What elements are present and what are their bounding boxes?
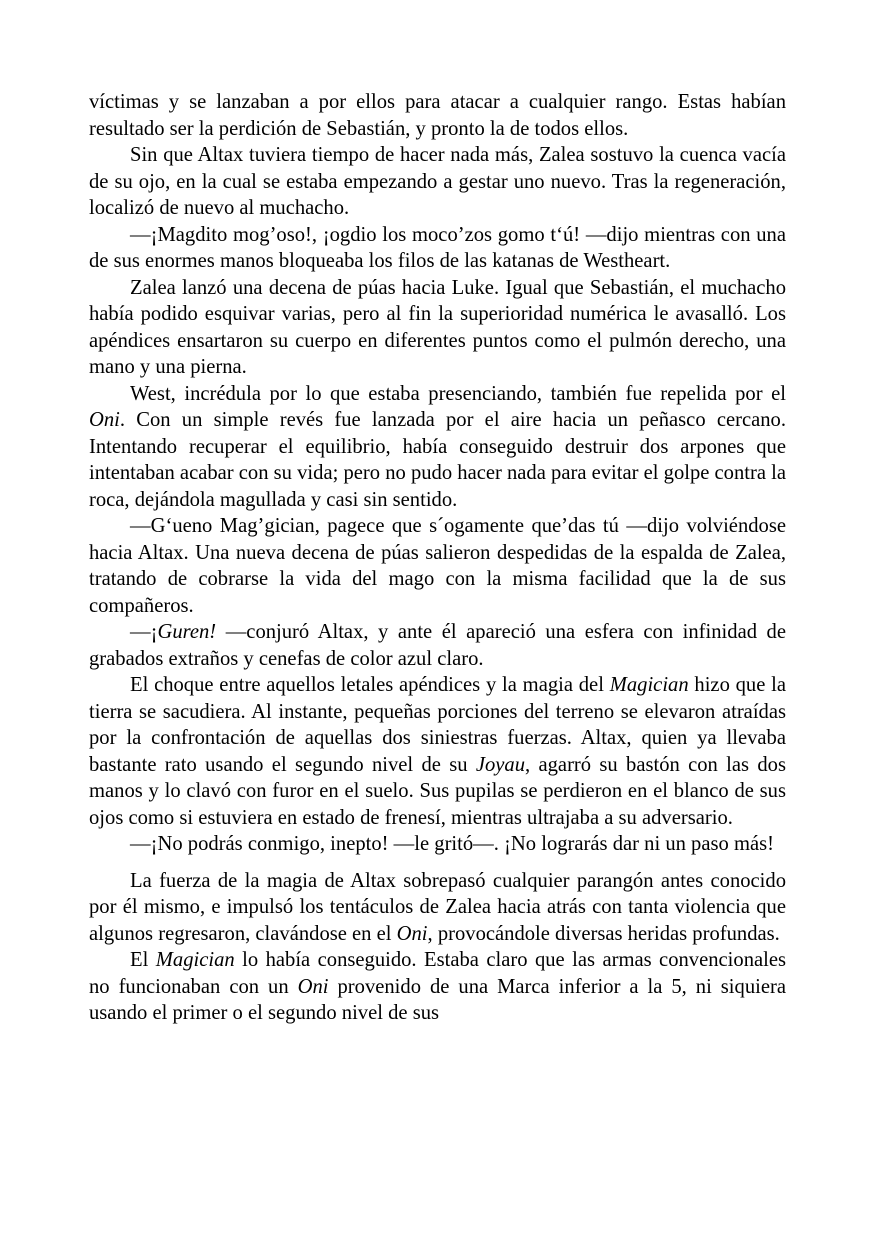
italic-text: Oni — [297, 975, 329, 998]
italic-text: Joyau — [475, 753, 526, 776]
text-run: hizo que la tierra se sacudiera. Al instante, pequeñas porciones del terreno se elevaron atraídas por la confrontación de aquellas dos siniestras fuerzas. Altax, quien ya llevaba bastante rato usando el segundo nivel de su — [89, 674, 787, 776]
italic-text: Oni — [89, 409, 120, 431]
text-run: Sin que Altax tuviera tiempo de hacer nada más, Zalea sostuvo la cuenca vacía de su ojo, en la cual se estaba empezando a gestar uno nuevo. Tras la regeneración, localizó de nuevo al muchacho. — [89, 144, 786, 219]
text-run: —¡ — [130, 621, 158, 643]
text-run: —conjuró Altax, y ante él apareció una esfera con infinidad de grabados extraños y cenefas de color azul claro. — [89, 621, 786, 670]
text-run: West, incrédula por lo que estaba presenciando, también fue repelida por el — [130, 382, 786, 405]
paragraph — [89, 89, 786, 142]
text-run: víctimas y se lanzaban a por ellos para atacar a cualquier rango. Estas habían resultado ser la perdición de Sebastián, y pronto la de todos ellos. — [89, 91, 786, 140]
italic-text: Oni — [396, 922, 428, 945]
paragraph — [89, 619, 786, 672]
paragraph — [89, 947, 786, 1027]
paragraph — [89, 275, 786, 381]
text-run: , agarró su bastón con las dos manos y lo clavó con furor en el suelo. Sus pupilas se perdieron en el blanco de sus ojos como si estuviera en estado de frenesí, mientras ultrajaba a su adversario. — [89, 753, 786, 829]
text-run: El — [130, 949, 156, 971]
text-run: Zalea lanzó una decena de púas hacia Luke. Igual que Sebastián, el muchacho había podido esquivar varias, pero al fin la superioridad numérica le avasalló. Los apéndices ensartaron su cuerpo en diferentes puntos como el pulmón derecho, una mano y una pierna. — [89, 276, 786, 378]
italic-text: Magician — [609, 674, 689, 696]
text-run: —G‘ueno Mag’gician, pagece que s´ogamente que’das tú —dijo volviéndose hacia Altax. Una nueva decena de púas salieron despedidas de la espalda de Zalea, tratando de cobrarse la vida del mago con la misma facilidad que la de sus compañeros. — [89, 515, 786, 617]
text-run: La fuerza de la magia de Altax sobrepasó cualquier parangón antes conocido por él mismo, e impulsó los tentáculos de Zalea hacia atrás con tanta violencia que algunos regresaron, clavándose en el — [89, 869, 786, 945]
text-run: . Con un simple revés fue lanzada por el aire hacia un peñasco cercano. Intentando recuperar el equilibrio, había conseguido destruir dos arpones que intentaban acabar con su vida; pero no pudo hacer nada para evitar el golpe contra la roca, dejándola magullada y casi sin sentido. — [89, 409, 787, 511]
paragraph — [89, 831, 786, 858]
text-run: —¡No podrás conmigo, inepto! —le gritó—. ¡No lograrás dar ni un paso más! — [130, 833, 774, 855]
body-text — [89, 89, 786, 1027]
paragraph — [89, 222, 786, 275]
paragraph — [89, 672, 786, 831]
paragraph — [89, 868, 786, 948]
italic-text: Magician — [155, 949, 235, 971]
paragraph — [89, 513, 786, 619]
paragraph — [89, 381, 786, 514]
text-run: , provocándole diversas heridas profundas. — [427, 922, 780, 945]
text-run: —¡Magdito mog’oso!, ¡ogdio los moco’zos gomo t‘ú! —dijo mientras con una de sus enormes manos bloqueaba los filos de las katanas de Westheart. — [89, 223, 786, 272]
text-run: lo había conseguido. Estaba claro que las armas convencionales no funcionaban con un — [89, 949, 787, 998]
text-run: El choque entre aquellos letales apéndices y la magia del — [130, 674, 610, 696]
paragraph — [89, 142, 786, 222]
italic-text: Guren! — [157, 621, 217, 643]
text-run: provenido de una Marca inferior a la 5, ni siquiera usando el primer o el segundo nivel de sus — [89, 975, 786, 1024]
